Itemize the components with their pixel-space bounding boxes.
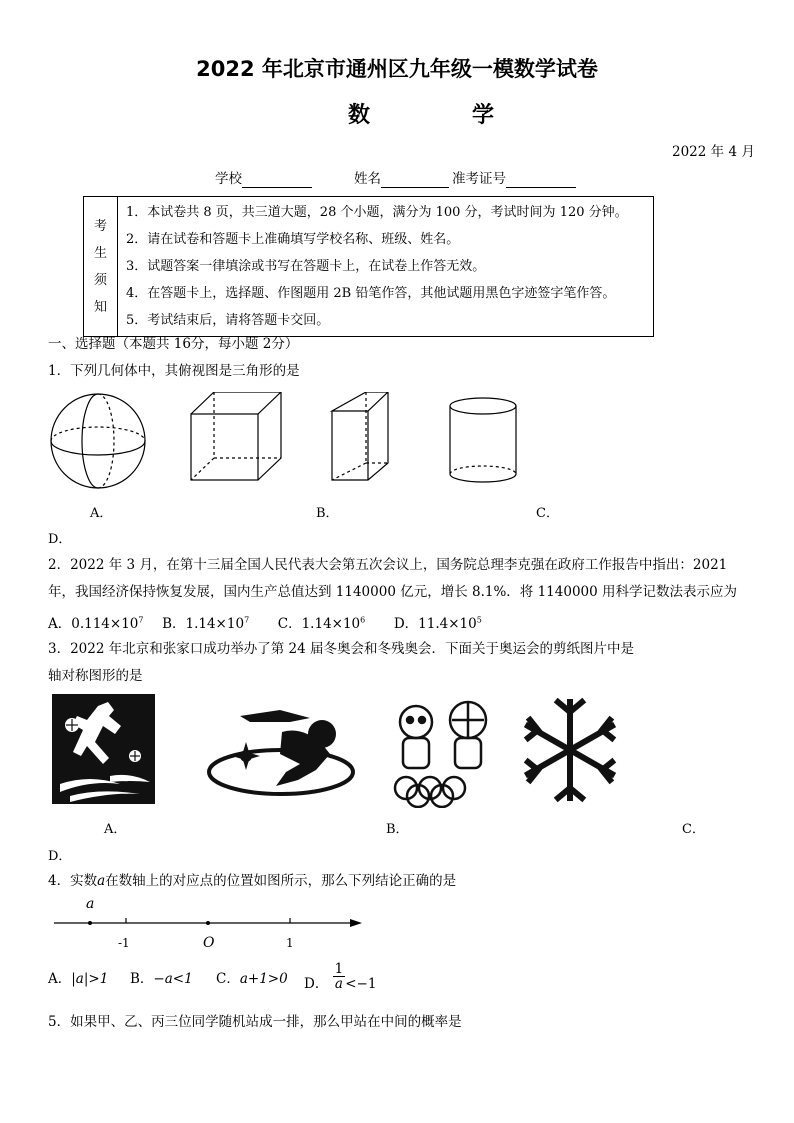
q2-option-a-mantissa: 0.114×10 [71, 615, 139, 632]
q4-option-c[interactable] [216, 970, 288, 988]
q1-option-d[interactable]: D． [48, 532, 72, 547]
cube-icon [191, 392, 281, 480]
q1-option-a[interactable]: A． [90, 506, 113, 521]
notice-item: 4．在答题卡上，选择题、作图题用 2B 铅笔作答，其他试题用黑色字迹签字笔作答。 [126, 286, 616, 301]
snowflake-papercut-icon [528, 702, 612, 798]
notice-table [83, 196, 654, 337]
q1-option-c[interactable]: C． [536, 506, 559, 521]
q4-option-b-label: B． [130, 971, 154, 987]
section-heading: 一、选择题（本题共 16分，每小题 2分） [48, 336, 299, 352]
notice-item: 2．请在试卷和答题卡上准确填写学校名称、班级、姓名。 [126, 232, 460, 247]
exam-date: 2022 年 4 月 [672, 144, 755, 160]
school-blank [242, 175, 312, 188]
notice-item: 5．考试结束后，请将答题卡交回。 [126, 313, 330, 328]
q2-options [48, 611, 482, 633]
sphere-icon [51, 394, 145, 488]
skier-papercut-icon [52, 694, 155, 804]
origin-dot [206, 921, 210, 925]
exam-id-blank [506, 175, 576, 188]
tick-label-neg-one: -1 [118, 936, 130, 950]
notice-heading [84, 197, 118, 337]
notice-heading-char: 知 [93, 299, 107, 315]
q4-option-c-expr: a+1>0 [239, 971, 288, 987]
q2-option-c[interactable] [278, 616, 366, 632]
notice-heading-char: 须 [93, 272, 107, 288]
number-line [48, 893, 368, 953]
school-field [215, 170, 312, 188]
q2-option-d-label: D． [393, 615, 419, 632]
q2-option-b[interactable] [162, 616, 249, 632]
name-field [354, 170, 449, 188]
q4-option-b-expr: −a<1 [153, 971, 193, 987]
arrow-right-icon [350, 919, 362, 927]
q4-option-c-label: C． [216, 971, 240, 987]
notice-items [118, 197, 654, 337]
q3-option-c[interactable]: C． [682, 822, 705, 837]
point-a-dot [88, 921, 92, 925]
q3-stem-line1: 3．2022 年北京和张家口成功举办了第 24 届冬奥会和冬残奥会．下面关于奥运会的剪纸图片中是 [48, 641, 634, 657]
q3-stem-line2: 轴对称图形的是 [48, 668, 143, 684]
q2-stem-line2: 年，我国经济保持恢复发展，国内生产总值达到 1140000 亿元，增长 8.1%．将 1140000 用科学记数法表示应为 [48, 584, 737, 600]
notice-item: 3．试题答案一律填涂或书写在答题卡上，在试卷上作答无效。 [126, 259, 486, 274]
q4-stem-pre: 4．实数 [48, 873, 98, 889]
mascots-papercut-icon [395, 702, 486, 807]
q4-stem-post: 在数轴上的对应点的位置如图所示，那么下列结论正确的是 [105, 873, 457, 889]
school-label: 学校 [215, 171, 242, 187]
cylinder-icon [450, 398, 516, 482]
q2-option-c-exp: 6 [360, 615, 366, 624]
q2-option-b-exp: 7 [244, 615, 250, 624]
q4-option-b[interactable] [130, 970, 193, 988]
skater-papercut-icon [209, 710, 353, 794]
q4-stem-var: a [97, 873, 106, 889]
subject-title: 数 学 [348, 103, 535, 128]
q3-option-d[interactable]: D． [48, 849, 72, 864]
q2-option-d-mantissa: 11.4×10 [418, 615, 477, 632]
q2-stem-line1: 2．2022 年 3 月，在第十三届全国人民代表大会第五次会议上，国务院总理李克强在政府工作报告中指出：2021 [48, 557, 728, 573]
fraction-numerator: 1 [334, 961, 344, 977]
q5-stem: 5．如果甲、乙、丙三位同学随机站成一排，那么甲站在中间的概率是 [48, 1014, 462, 1030]
tick-label-one: 1 [286, 936, 294, 950]
notice-heading-text [84, 213, 117, 321]
q1-option-b[interactable]: B． [316, 506, 339, 521]
exam-id-field [452, 170, 576, 188]
q2-option-b-mantissa: 1.14×10 [185, 615, 245, 632]
q2-option-a-exp: 7 [138, 615, 144, 624]
q1-stem: 1．下列几何体中，其俯视图是三角形的是 [48, 363, 300, 379]
q2-option-c-label: C． [277, 615, 302, 632]
exam-id-label: 准考证号 [452, 171, 506, 187]
q4-option-a[interactable] [48, 970, 108, 988]
q3-option-a[interactable]: A． [104, 822, 127, 837]
triangular-prism-icon [332, 392, 388, 480]
name-label: 姓名 [354, 171, 381, 187]
q4-option-d-rest: <−1 [345, 976, 377, 992]
q4-stem [48, 872, 456, 890]
fraction-denominator: a [334, 976, 343, 992]
tick-label-origin: O [203, 935, 215, 951]
name-blank [381, 175, 449, 188]
q2-option-d[interactable] [394, 616, 482, 632]
q4-option-d[interactable] [304, 961, 377, 999]
q4-option-a-label: A． [48, 971, 72, 987]
point-a-label: a [86, 896, 95, 912]
q1-figures [48, 392, 548, 492]
exam-title: 2022 年北京市通州区九年级一模数学试卷 [196, 57, 598, 81]
q4-option-d-fraction [333, 962, 346, 991]
notice-item: 1．本试卷共 8 页，共三道大题，28 个小题，满分为 100 分，考试时间为 120 分钟。 [126, 205, 628, 220]
q4-option-a-expr: |a|>1 [71, 971, 109, 987]
q4-option-d-label: D． [304, 976, 329, 992]
notice-heading-char: 考 [93, 218, 107, 234]
q2-option-a[interactable] [48, 616, 143, 632]
q3-option-b[interactable]: B． [386, 822, 409, 837]
notice-heading-char: 生 [93, 245, 107, 261]
q3-figures [50, 692, 630, 808]
q2-option-c-mantissa: 1.14×10 [301, 615, 361, 632]
q2-option-a-label: A． [48, 615, 72, 632]
q2-option-b-label: B． [162, 615, 186, 632]
q2-option-d-exp: 5 [476, 615, 482, 624]
